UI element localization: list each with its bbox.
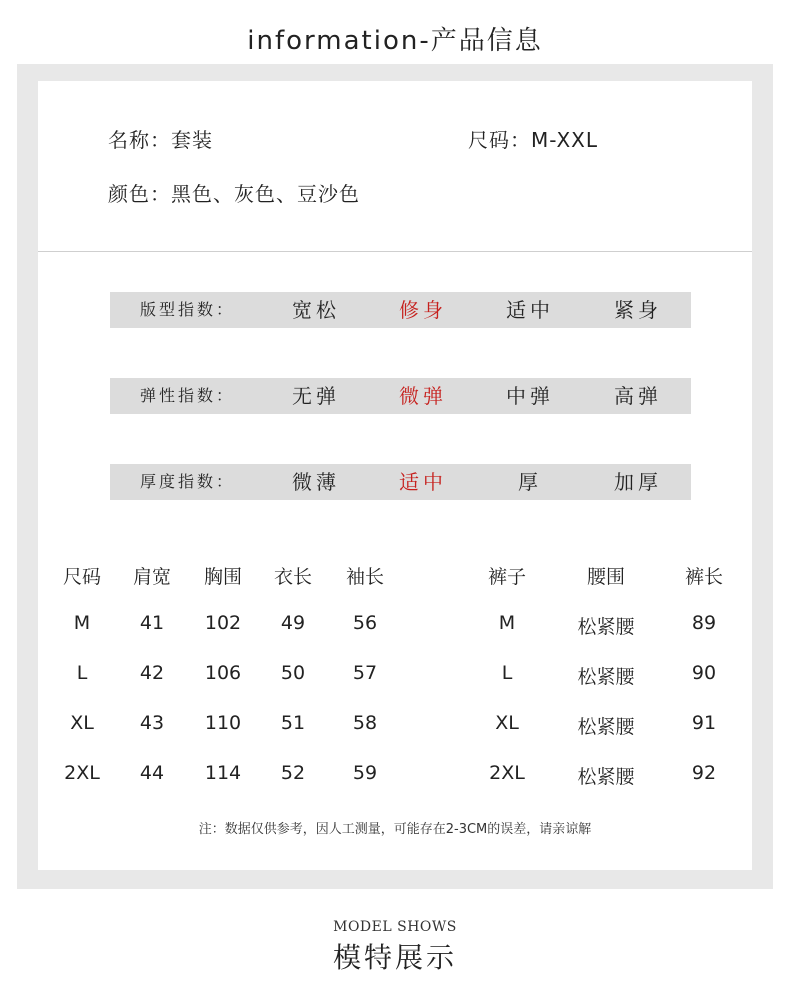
- index-option: 高弹: [614, 384, 662, 408]
- table-cell: XL: [70, 712, 94, 734]
- index-option: 中弹: [506, 384, 554, 408]
- table-header: 袖长: [345, 566, 384, 588]
- table-cell: 44: [139, 762, 165, 784]
- table-cell: 52: [280, 762, 306, 784]
- table-cell: XL: [495, 712, 519, 734]
- table-cell: M: [498, 612, 516, 634]
- index-option: 适中: [506, 298, 554, 322]
- measurement-note: 注：数据仅供参考，因人工测量，可能存在2-3CM的误差，请亲谅解: [198, 822, 592, 837]
- table-cell: 92: [691, 762, 717, 784]
- section-divider: [38, 251, 752, 252]
- table-cell: 90: [691, 662, 717, 684]
- index-label: 厚度指数：: [140, 472, 236, 491]
- index-option: 宽松: [292, 298, 340, 322]
- product-color: 颜色：黑色、灰色、豆沙色: [108, 182, 360, 206]
- table-cell: 43: [139, 712, 165, 734]
- model-shows-en: MODEL SHOWS: [333, 919, 457, 935]
- index-option: 加厚: [614, 470, 662, 494]
- index-bar: [110, 292, 691, 328]
- table-cell: 松紧腰: [577, 616, 635, 638]
- table-cell: L: [501, 662, 513, 684]
- table-cell: 2XL: [64, 762, 100, 784]
- page-title: information-产品信息: [247, 26, 543, 56]
- table-cell: 49: [280, 612, 306, 634]
- table-header: 衣长: [273, 566, 312, 588]
- table-header: 肩宽: [132, 566, 171, 588]
- index-bar: [110, 378, 691, 414]
- table-cell: 89: [691, 612, 717, 634]
- table-cell: L: [76, 662, 88, 684]
- index-option: 无弹: [292, 384, 340, 408]
- index-label: 版型指数：: [140, 300, 236, 319]
- table-cell: 114: [204, 762, 242, 784]
- table-header: 裤子: [487, 566, 526, 588]
- table-cell: 50: [280, 662, 306, 684]
- table-cell: 松紧腰: [577, 666, 635, 688]
- table-header: 胸围: [203, 566, 242, 588]
- index-option: 厚: [518, 470, 542, 494]
- table-header: 尺码: [62, 566, 101, 588]
- table-cell: 110: [204, 712, 242, 734]
- table-header: 裤长: [684, 566, 723, 588]
- index-label: 弹性指数：: [140, 386, 236, 405]
- index-option: 微薄: [292, 470, 340, 494]
- table-cell: 51: [280, 712, 306, 734]
- product-size: 尺码：M-XXL: [468, 128, 599, 152]
- index-option-selected: 修身: [399, 298, 447, 322]
- model-shows-zh: 模特展示: [332, 941, 457, 974]
- table-cell: 57: [352, 662, 378, 684]
- index-option: 紧身: [614, 298, 662, 322]
- index-option-selected: 适中: [399, 470, 447, 494]
- index-bar: [110, 464, 691, 500]
- table-cell: 59: [352, 762, 378, 784]
- table-cell: 2XL: [489, 762, 525, 784]
- table-cell: 42: [139, 662, 165, 684]
- table-cell: 58: [352, 712, 378, 734]
- table-header: 腰围: [586, 566, 625, 588]
- table-cell: 41: [139, 612, 165, 634]
- product-name: 名称：套装: [108, 128, 213, 152]
- table-cell: 102: [204, 612, 242, 634]
- table-cell: 91: [691, 712, 717, 734]
- table-cell: M: [73, 612, 91, 634]
- index-option-selected: 微弹: [399, 384, 447, 408]
- table-cell: 松紧腰: [577, 766, 635, 788]
- table-cell: 松紧腰: [577, 716, 635, 738]
- table-cell: 56: [352, 612, 378, 634]
- table-cell: 106: [204, 662, 242, 684]
